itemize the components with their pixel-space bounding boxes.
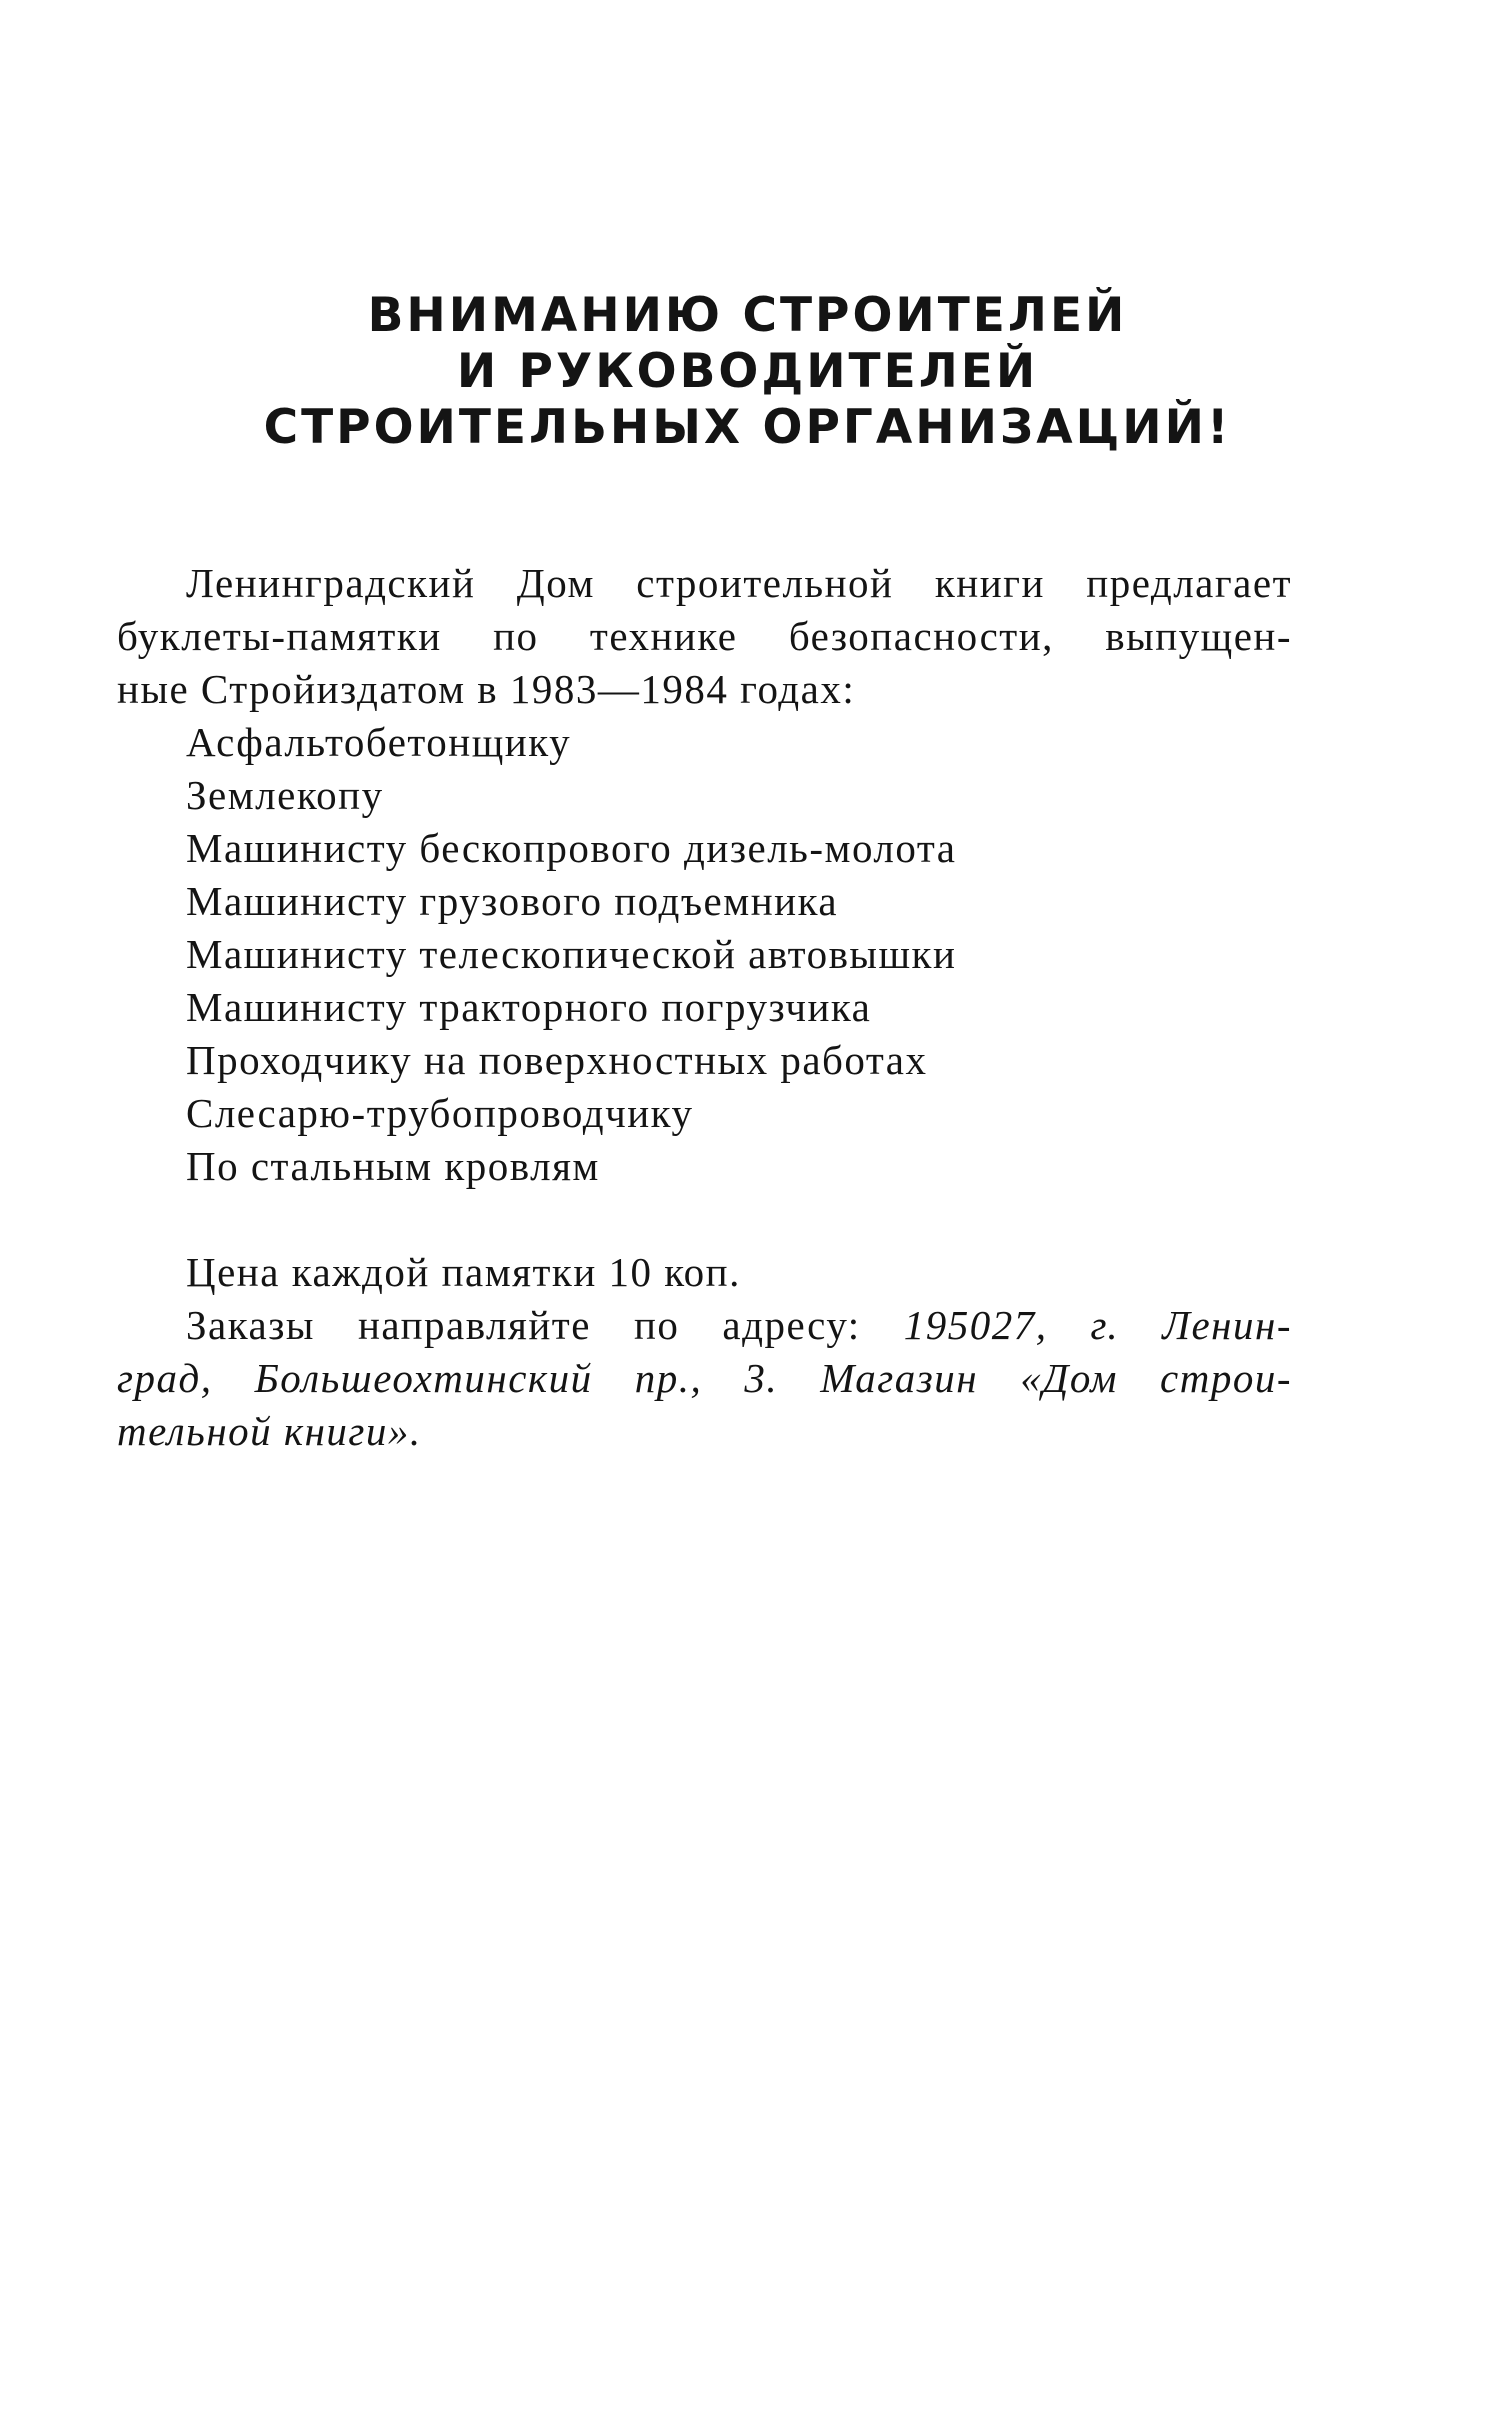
booklet-list	[117, 716, 1292, 1193]
orders-line	[117, 1299, 1292, 1352]
address-text: град, Большеохтинский пр., 3. Магазин «Дом строи-	[117, 1355, 1292, 1401]
intro-paragraph	[117, 557, 1292, 716]
heading-line: И РУКОВОДИТЕЛЕЙ	[456, 344, 1039, 399]
list-item: Проходчику на поверхностных работах	[186, 1037, 928, 1083]
list-item: Машинисту грузового подъемника	[186, 878, 839, 924]
orders-prefix: Заказы направляйте по адресу:	[186, 1302, 904, 1348]
address-text: тельной книги».	[117, 1408, 422, 1454]
orders-line	[117, 1405, 1292, 1458]
intro-line: ные Стройиздатом в 1983—1984 годах:	[117, 666, 856, 712]
announcement-body	[117, 557, 1292, 1458]
heading-line: СТРОИТЕЛЬНЫХ ОРГАНИЗАЦИЙ!	[263, 400, 1232, 455]
list-item: Машинисту бескопрового дизель-молота	[186, 825, 957, 871]
orders-line	[117, 1352, 1292, 1405]
list-item: Землекопу	[186, 772, 384, 818]
address-text: 195027, г. Ленин-	[903, 1302, 1292, 1348]
list-item: Машинисту тракторного погрузчика	[186, 984, 872, 1030]
intro-line: Ленинградский Дом строительной книги предлагает	[186, 560, 1292, 606]
intro-line: буклеты-памятки по технике безопасности, выпущен-	[117, 613, 1292, 659]
heading-line: ВНИМАНИЮ СТРОИТЕЛЕЙ	[367, 288, 1128, 343]
orders-paragraph	[117, 1299, 1292, 1458]
list-item: По стальным кровлям	[186, 1143, 600, 1189]
list-item: Слесарю-трубопроводчику	[186, 1090, 694, 1136]
price-paragraph: Цена каждой памятки 10 коп.	[186, 1249, 741, 1295]
list-item: Асфальтобетонщику	[186, 719, 572, 765]
announcement-heading	[0, 288, 1495, 456]
list-item: Машинисту телескопической автовышки	[186, 931, 957, 977]
